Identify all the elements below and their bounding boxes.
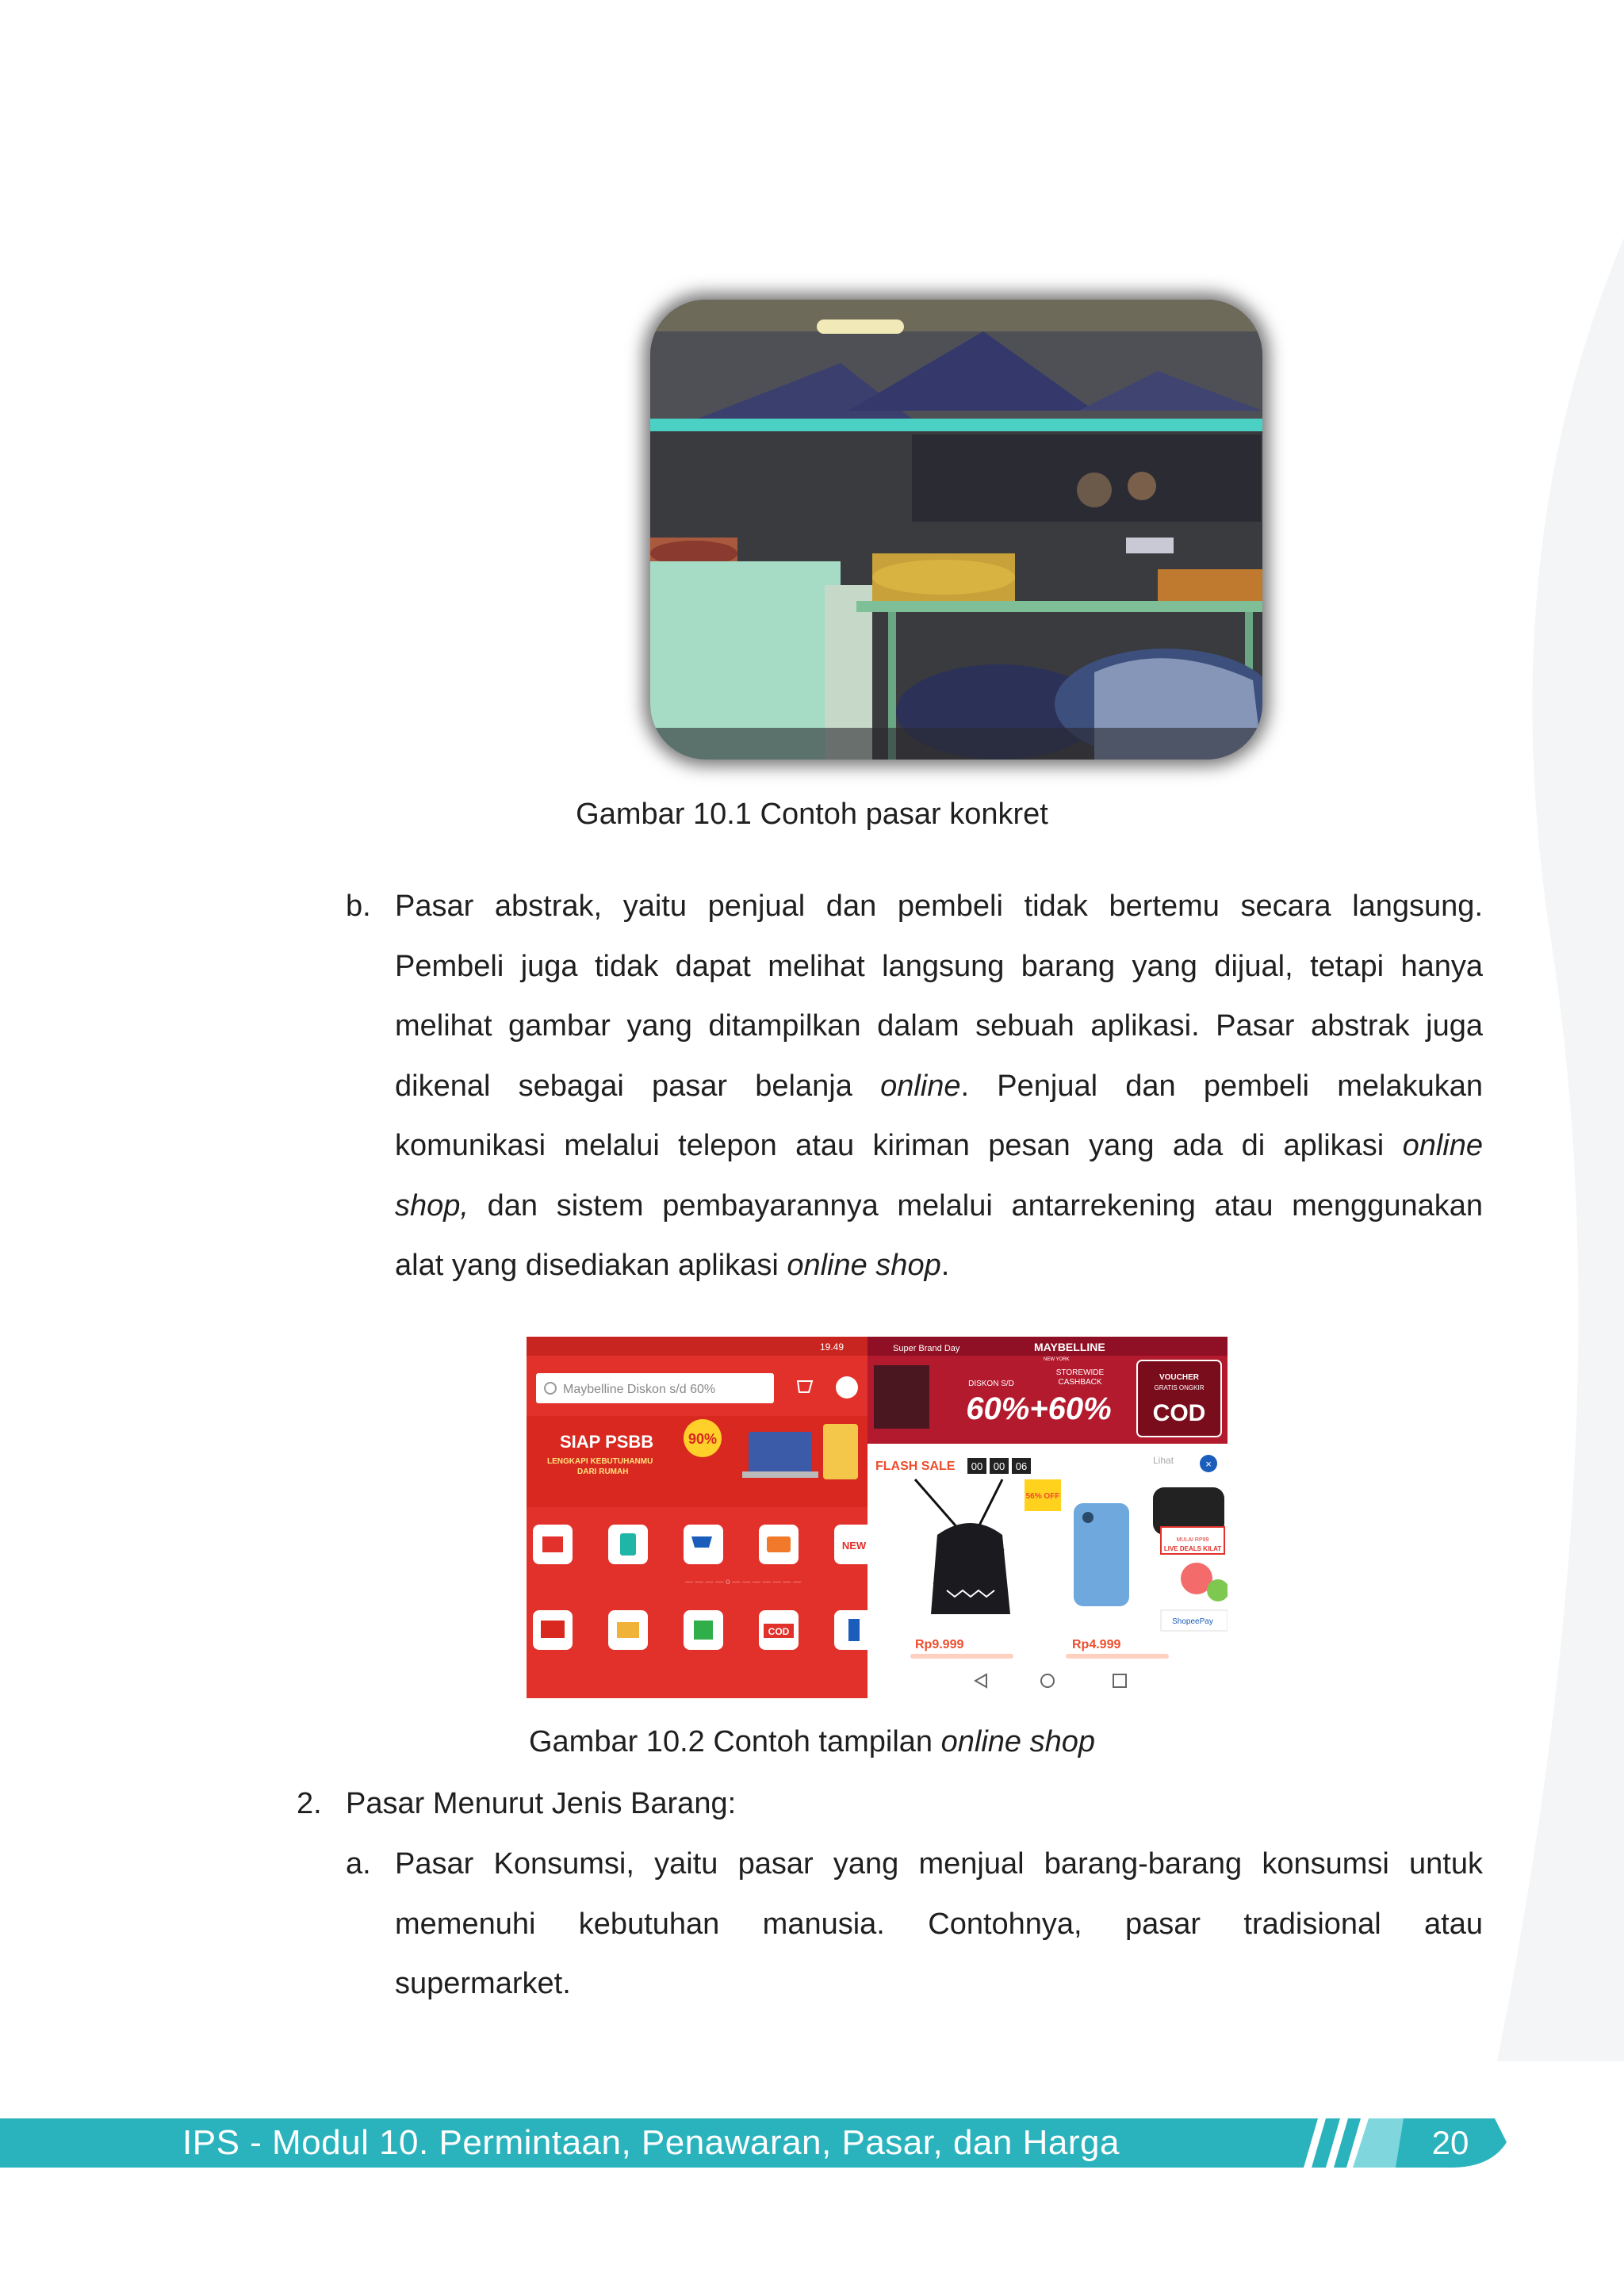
lihat: Lihat xyxy=(1153,1455,1174,1466)
timer: 00 xyxy=(971,1460,983,1472)
emphasis: online shop xyxy=(787,1249,941,1282)
section-title: Pasar Menurut Jenis Barang: xyxy=(346,1787,737,1820)
timer: 00 xyxy=(993,1460,1005,1472)
text: . Penjual dan pembeli melakukan xyxy=(960,1069,1483,1103)
badge-text: 90% xyxy=(688,1431,718,1447)
product xyxy=(823,1424,858,1479)
brand-sub: NEW YORK xyxy=(1044,1357,1070,1362)
list-marker-b: b. xyxy=(346,890,371,923)
paragraph-pasar-konsumsi xyxy=(395,1835,1483,2015)
flash-sale: FLASH SALE xyxy=(875,1460,956,1473)
emphasis: online xyxy=(1402,1129,1483,1162)
voucher: GRATIS ONGKIR xyxy=(1154,1384,1205,1391)
line: memenuhi kebutuhan manusia. Contohnya, pasar tradisional atau xyxy=(395,1907,1483,1941)
live-deals: LIVE DEALS KILAT xyxy=(1163,1545,1222,1552)
text: dan sistem pembayarannya melalui antarrekening atau menggunakan xyxy=(468,1188,1483,1223)
caption-text: Gambar 10.2 Contoh tampilan xyxy=(528,1725,941,1758)
brand-day: Super Brand Day xyxy=(893,1344,960,1353)
status-time: 19.49 xyxy=(819,1341,844,1353)
line: Pembeli juga tidak dapat melihat langsung barang yang dijual, tetapi hanya xyxy=(395,949,1483,983)
page-number: 20 xyxy=(1431,2124,1469,2161)
text: alat yang disediakan aplikasi xyxy=(395,1249,787,1282)
line xyxy=(395,1057,1483,1117)
voucher: VOUCHER xyxy=(1159,1373,1200,1382)
phone-case xyxy=(1074,1503,1129,1606)
online-shop-screenshot xyxy=(527,1337,1228,1698)
shopee-pay: ShopeePay xyxy=(1172,1617,1213,1626)
laptop xyxy=(749,1432,812,1473)
svg-text:— — — — o — — — — — — —: — — — — o — — — — — — — xyxy=(685,1578,802,1586)
line: melihat gambar yang ditampilkan dalam sebuah aplikasi. Pasar abstrak juga xyxy=(395,1009,1483,1043)
brand: MAYBELLINE xyxy=(1034,1341,1105,1353)
emphasis: online xyxy=(880,1069,961,1103)
line: supermarket. xyxy=(395,1967,571,2000)
line: Pasar abstrak, yaitu penjual dan pembeli tidak bertemu secara langsung. xyxy=(395,890,1483,923)
mulai: MULAI RP99 xyxy=(1176,1537,1209,1543)
text: dikenal sebagai pasar belanja xyxy=(395,1069,881,1103)
chat-icon xyxy=(836,1376,858,1399)
banner-sub: LENGKAPI KEBUTUHANMU xyxy=(547,1457,653,1466)
price: Rp9.999 xyxy=(915,1638,964,1651)
voucher-cod: COD xyxy=(1152,1400,1206,1426)
banner-title: SIAP PSBB xyxy=(560,1432,654,1452)
footer-title: IPS - Modul 10. Permintaan, Penawaran, Pasar, dan Harga xyxy=(182,2123,1120,2162)
market-photo xyxy=(650,300,1262,760)
svg-text:×: × xyxy=(1205,1458,1212,1470)
cashback-label: CASHBACK xyxy=(1058,1378,1102,1387)
line xyxy=(395,1177,1483,1237)
timer: 06 xyxy=(1015,1460,1028,1472)
deal-text: 60%+60% xyxy=(966,1391,1112,1426)
figure-2-caption xyxy=(0,1725,1624,1759)
line xyxy=(395,1116,1483,1177)
price: Rp4.999 xyxy=(1072,1638,1121,1651)
caption-emphasis: online shop xyxy=(940,1725,1095,1758)
emphasis: shop, xyxy=(395,1188,469,1223)
list-marker-a: a. xyxy=(346,1847,371,1881)
icon-new: NEW xyxy=(841,1540,867,1552)
banner-sub: DARI RUMAH xyxy=(577,1468,629,1476)
text: komunikasi melalui telepon atau kiriman pesan yang ada di aplikasi xyxy=(395,1129,1403,1162)
search-text: Maybelline Diskon s/d 60% xyxy=(563,1383,716,1396)
diskon-label: DISKON S/D xyxy=(968,1380,1014,1388)
text: . xyxy=(940,1249,950,1282)
cashback-label: STOREWIDE xyxy=(1055,1368,1105,1377)
list-marker-2: 2. xyxy=(297,1787,322,1820)
paragraph-pasar-abstrak xyxy=(395,877,1483,1296)
line: Pasar Konsumsi, yaitu pasar yang menjual barang-barang konsumsi untuk xyxy=(395,1847,1483,1881)
icon-cod: COD xyxy=(768,1626,790,1637)
discount-badge: 56% OFF xyxy=(1025,1492,1060,1501)
line xyxy=(395,1236,1483,1296)
figure-1-caption: Gambar 10.1 Contoh pasar konkret xyxy=(576,798,1048,831)
